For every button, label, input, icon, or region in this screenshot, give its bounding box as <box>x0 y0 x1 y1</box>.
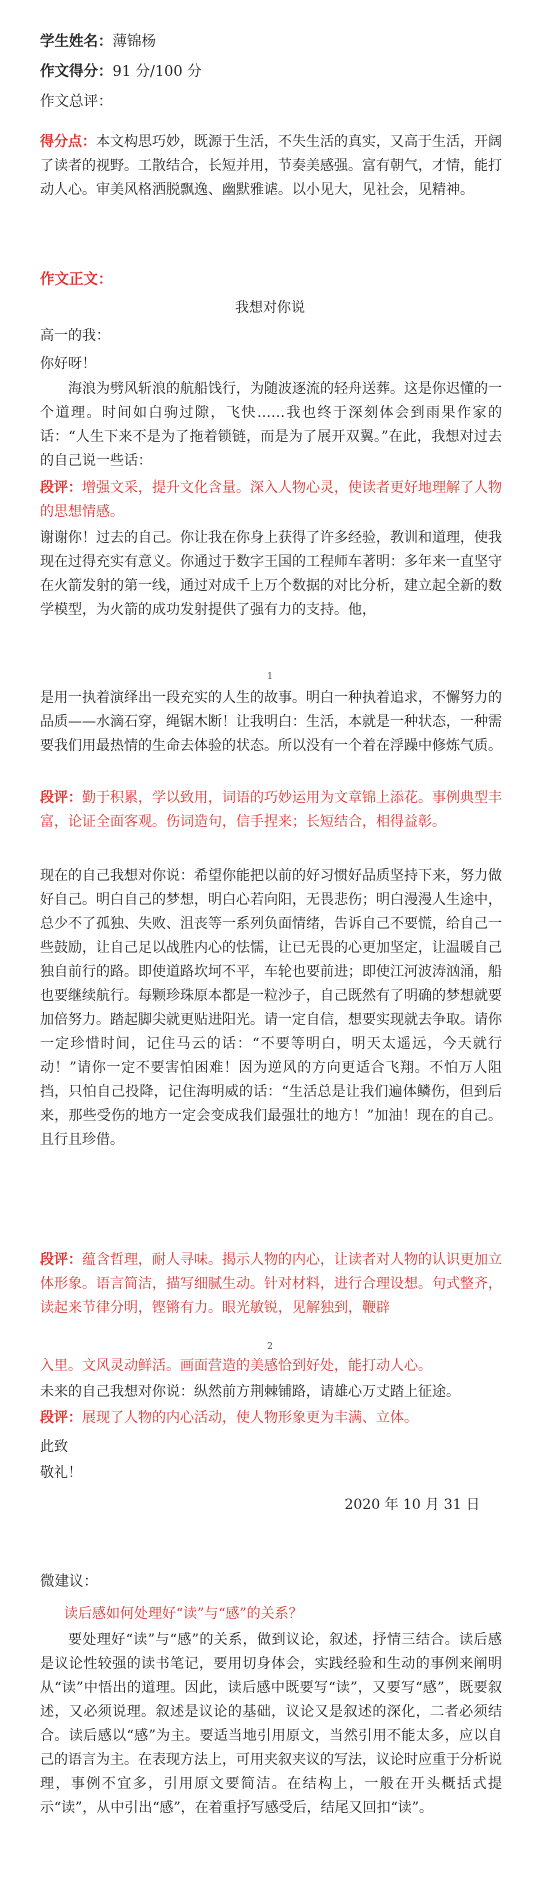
paragraph-comment-3 <box>40 1248 502 1320</box>
score-value: 91 分/100 分 <box>112 64 202 80</box>
closing-2: 敬礼！ <box>40 1465 82 1481</box>
summary-heading: 作文总评： <box>40 94 113 110</box>
paragraph-comment-2-text: 勤于积累，学以致用，词语的巧妙运用为文章锦上添花。事例典型丰富，论证全面客观。伤词造句，信手捏来；长短结合，相得益彰。 <box>40 790 502 830</box>
essay-date: 2020 年 10 月 31 日 <box>344 1497 480 1513</box>
essay-heading: 作文正文： <box>40 271 113 288</box>
advice-question: 读后感如何处理好“读”与“感”的关系？ <box>64 1606 303 1622</box>
closing-1: 此致 <box>40 1439 68 1455</box>
essay-paragraph-1: 海浪为劈风斩浪的航船饯行，为随波逐流的轻舟送葬。这是你迟懂的一个道理。时间如白驹过隙，飞快……我也终于深刻体会到雨果作家的话：“人生下来不是为了拖着锁链，而是为了展开双翼。”在此，我想对过去的自己说一些话： <box>40 381 502 469</box>
paragraph-comment-3-label: 段评： <box>40 1252 82 1268</box>
essay-paragraph-4: 未来的自己我想对你说：纵然前方荆棘铺路，请雄心万丈踏上征途。 <box>40 1384 460 1400</box>
paragraph-comment-1 <box>40 476 502 524</box>
paragraph-comment-1-text: 增强文采，提升文化含量。深入人物心灵，使读者更好地理解了人物的思想情感。 <box>40 480 502 520</box>
paragraph-comment-4-label: 段评： <box>40 1410 82 1426</box>
paragraph-comment-4 <box>40 1406 502 1430</box>
essay-title: 我想对你说 <box>235 300 305 316</box>
paragraph-comment-1-label: 段评： <box>40 480 82 496</box>
essay-greeting-1: 高一的我： <box>40 328 110 344</box>
page-number-2: 2 <box>267 1342 273 1352</box>
summary-label: 得分点： <box>40 134 96 150</box>
paragraph-comment-4-text: 展现了人物的内心活动，使人物形象更为丰满、立体。 <box>82 1410 418 1426</box>
advice-heading: 微建议： <box>40 1574 98 1590</box>
summary-comment <box>40 130 502 202</box>
page-number-1: 1 <box>267 672 273 682</box>
paragraph-comment-2-label: 段评： <box>40 790 82 806</box>
paragraph-comment-2 <box>40 786 502 834</box>
student-name-value: 薄锦杨 <box>112 34 156 50</box>
paragraph-comment-3-text-a: 蕴含哲理，耐人寻味。揭示人物的内心，让读者对人物的认识更加立体形象。语言简洁，描写细腻生动。针对材料，进行合理设想。句式整齐，读起来节律分明，铿锵有力。眼光敏锐，见解独到，鞭辟 <box>40 1252 502 1316</box>
advice-text: 要处理好“读”与“感”的关系，做到议论，叙述，抒情三结合。读后感是议论性较强的读书笔记，要用切身体会，实践经验和生动的事例来阐明从“读”中悟出的道理。因此，读后感中既要写“读”，又要写“感”，既要叙述，又必须说理。叙述是议论的基础，议论又是叙述的深化，二者必须结合。读后感以“感”为主。要适当地引用原文，当然引用不能太多，应以自己的语言为主。在表现方法上，可用夹叙夹议的写法，议论时应重于分析说理，事例不宜多，引用原文要简洁。在结构上，一般在开头概括式提示“读”，从中引出“感”，在着重抒写感受后，结尾又回扣“读”。 <box>40 1632 502 1816</box>
essay-greeting-2: 你好呀！ <box>40 356 96 372</box>
essay-paragraph-2a: 谢谢你！过去的自己。你让我在你身上获得了许多经验，教训和道理，使我现在过得充实有意义。你通过于数字王国的工程师车著明：多年来一直坚守在火箭发射的第一线，通过对成千上万个数据的对比分析，建立起全新的数学模型，为火箭的成功发射提供了强有力的支持。他， <box>40 530 502 618</box>
score-row <box>40 62 202 82</box>
summary-text: 本文构思巧妙，既源于生活，不失生活的真实，又高于生活，开阔了读者的视野。工散结合，长短并用，节奏美感强。富有朝气，才情，能打动人心。审美风格洒脱飘逸、幽默雅谑。以小见大，见社会，见精神。 <box>40 134 502 198</box>
student-name-label: 学生姓名： <box>40 33 113 50</box>
score-label: 作文得分： <box>40 63 113 80</box>
paragraph-comment-3-text-b: 入里。文风灵动鲜活。画面营造的美感恰到好处，能打动人心。 <box>40 1358 432 1374</box>
essay-paragraph-3: 现在的自己我想对你说：希望你能把以前的好习惯好品质坚持下来，努力做好自己。明白自己的梦想，明白心若向阳，无畏悲伤；明白漫漫人生途中，总少不了孤独、失败、沮丧等一系列负面情绪，告诉自己不要慌，给自己一些鼓励，让自己足以战胜内心的怯懦，让已无畏的心更加坚定，让温暖自己独自前行的路。即使道路坎坷不平，车轮也要前进；即使江河波涛汹涌，船也要继续航行。每颗珍珠原本都是一粒沙子，自己既然有了明确的梦想就要加倍努力。踏起脚尖就更贴进阳光。请一定自信，想要实现就去争取。请你一定珍惜时间，记住马云的话：“不要等明白，明天太遥远，今天就行动！”请你一定不要害怕困难！因为逆风的方向更适合飞翔。不怕万人阻挡，只怕自己投降，记住海明威的话：“生活总是让我们遍体鳞伤，但到后来，那些受伤的地方一定会变成我们最强壮的地方！”加油！现在的自己。且行且珍借。 <box>40 868 502 1148</box>
essay-paragraph-2b: 是用一执着演绎出一段充实的人生的故事。明白一种执着追求，不懈努力的品质——水滴石穿，绳锯木断！让我明白：生活，本就是一种状态，一种需要我们用最热情的生命去体验的状态。所以没有一个着在浮躁中修炼气质。 <box>40 690 502 754</box>
student-name-row <box>40 32 156 52</box>
